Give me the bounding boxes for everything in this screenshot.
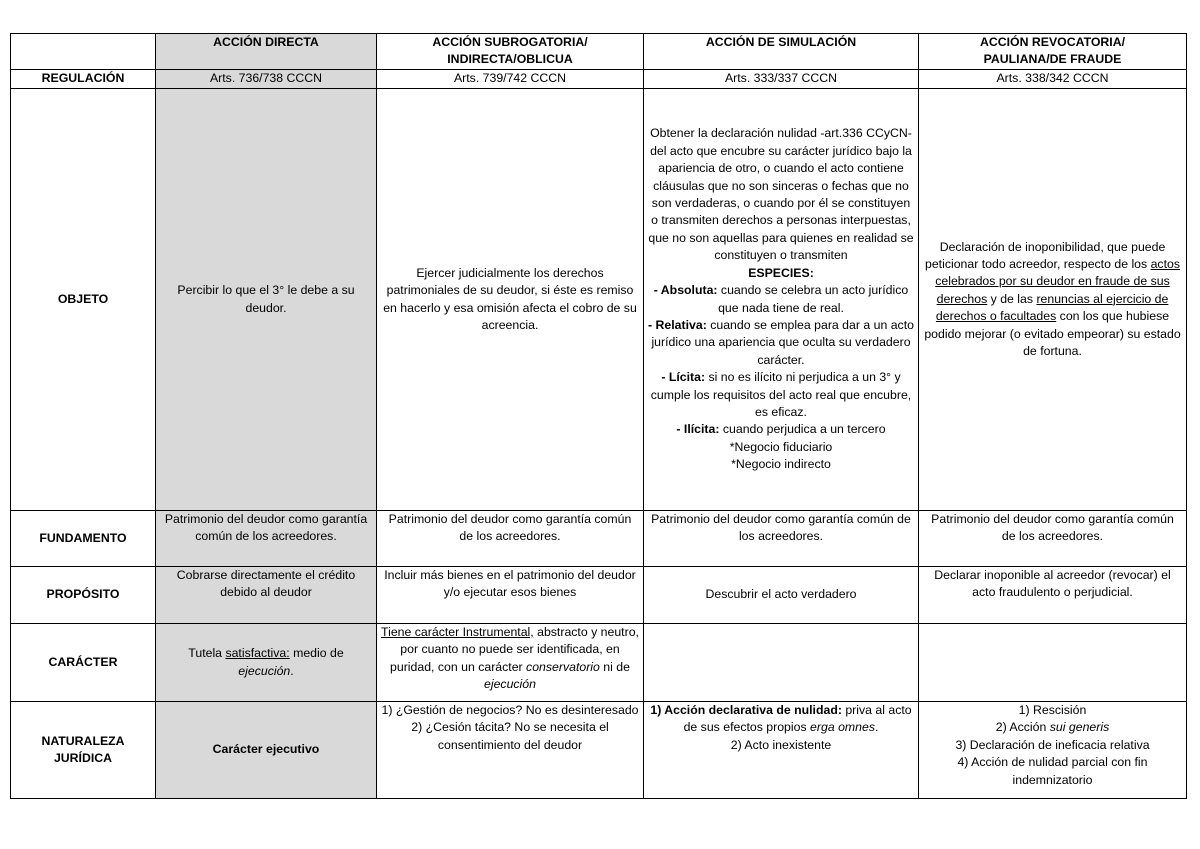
row-label-fundamento: FUNDAMENTO [11, 511, 156, 567]
fundamento-simulacion: Patrimonio del deudor como garantía común de los acreedores. [644, 511, 919, 567]
proposito-subrogatoria: Incluir más bienes en el patrimonio del deudor y/o ejecutar esos bienes [377, 567, 644, 624]
caracter-subrogatoria: Tiene carácter Instrumental, abstracto y neutro, por cuanto no puede ser identificada, en puridad, con un carácter conservatorio ni de ejecución [377, 624, 644, 702]
fundamento-subrogatoria: Patrimonio del deudor como garantía común de los acreedores. [377, 511, 644, 567]
regulacion-row [11, 70, 1187, 89]
header-row [11, 34, 1187, 70]
objeto-row [11, 89, 1187, 511]
caracter-revocatoria [919, 624, 1187, 702]
header-empty-cell [11, 34, 156, 70]
proposito-simulacion: Descubrir el acto verdadero [644, 567, 919, 624]
objeto-simulacion: Obtener la declaración nulidad -art.336 CCyCN- del acto que encubre su carácter jurídico bajo la apariencia de otro, o cuando el acto contiene cláusulas que no son sinceras o fechas que no son verdaderas, o cuando por él se constituyen o transmiten derechos a personas interpuestas, que no son aquellas para quienes en realidad se constituyen o transmiten ESPECIES: - Absoluta: cuando se celebra un acto jurídico que nada tiene de real. - Relativa: cuando se emplea para dar a un acto jurídico una apariencia que oculta su verdadero carácter. - Lícita: si no es ilícito ni perjudica a un 3° y cumple los requisitos del acto real que encubre, es eficaz. - Ilícita: cuando perjudica a un tercero *Negocio fiduciario *Negocio indirecto [644, 89, 919, 511]
naturaleza-subrogatoria: 1) ¿Gestión de negocios? No es desinteresado 2) ¿Cesión tácita? No se necesita el consentimiento del deudor [377, 702, 644, 799]
regulacion-directa: Arts. 736/738 CCCN [156, 70, 377, 89]
header-accion-revocatoria: ACCIÓN REVOCATORIA/ PAULIANA/DE FRAUDE [919, 34, 1187, 70]
objeto-directa: Percibir lo que el 3° le debe a su deudor. [156, 89, 377, 511]
naturaleza-simulacion: 1) Acción declarativa de nulidad: priva al acto de sus efectos propios erga omnes. 2) Acto inexistente [644, 702, 919, 799]
row-label-proposito: PROPÓSITO [11, 567, 156, 624]
header-accion-subrogatoria: ACCIÓN SUBROGATORIA/ INDIRECTA/OBLICUA [377, 34, 644, 70]
fundamento-revocatoria: Patrimonio del deudor como garantía común de los acreedores. [919, 511, 1187, 567]
proposito-directa: Cobrarse directamente el crédito debido al deudor [156, 567, 377, 624]
row-label-naturaleza: NATURALEZA JURÍDICA [11, 702, 156, 799]
caracter-simulacion [644, 624, 919, 702]
objeto-subrogatoria: Ejercer judicialmente los derechos patrimoniales de su deudor, si éste es remiso en hacerlo y esa omisión afecta el cobro de su acreencia. [377, 89, 644, 511]
proposito-row [11, 567, 1187, 624]
header-accion-directa: ACCIÓN DIRECTA [156, 34, 377, 70]
proposito-revocatoria: Declarar inoponible al acreedor (revocar) el acto fraudulento o perjudicial. [919, 567, 1187, 624]
caracter-directa: Tutela satisfactiva: medio de ejecución. [156, 624, 377, 702]
row-label-regulacion: REGULACIÓN [11, 70, 156, 89]
regulacion-revocatoria: Arts. 338/342 CCCN [919, 70, 1187, 89]
caracter-row [11, 624, 1187, 702]
regulacion-subrogatoria: Arts. 739/742 CCCN [377, 70, 644, 89]
regulacion-simulacion: Arts. 333/337 CCCN [644, 70, 919, 89]
fundamento-directa: Patrimonio del deudor como garantía común de los acreedores. [156, 511, 377, 567]
row-label-objeto: OBJETO [11, 89, 156, 511]
naturaleza-row [11, 702, 1187, 799]
fundamento-row [11, 511, 1187, 567]
naturaleza-directa: Carácter ejecutivo [156, 702, 377, 799]
header-accion-simulacion: ACCIÓN DE SIMULACIÓN [644, 34, 919, 70]
row-label-caracter: CARÁCTER [11, 624, 156, 702]
comparison-table [10, 33, 1187, 799]
objeto-revocatoria: Declaración de inoponibilidad, que puede peticionar todo acreedor, respecto de los actos celebrados por su deudor en fraude de sus derechos y de las renuncias al ejercicio de derechos o facultades con los que hubiese podido mejorar (o evitado empeorar) su estado de fortuna. [919, 89, 1187, 511]
naturaleza-revocatoria: 1) Rescisión 2) Acción sui generis 3) Declaración de ineficacia relativa 4) Acción de nulidad parcial con fin indemnizatorio [919, 702, 1187, 799]
